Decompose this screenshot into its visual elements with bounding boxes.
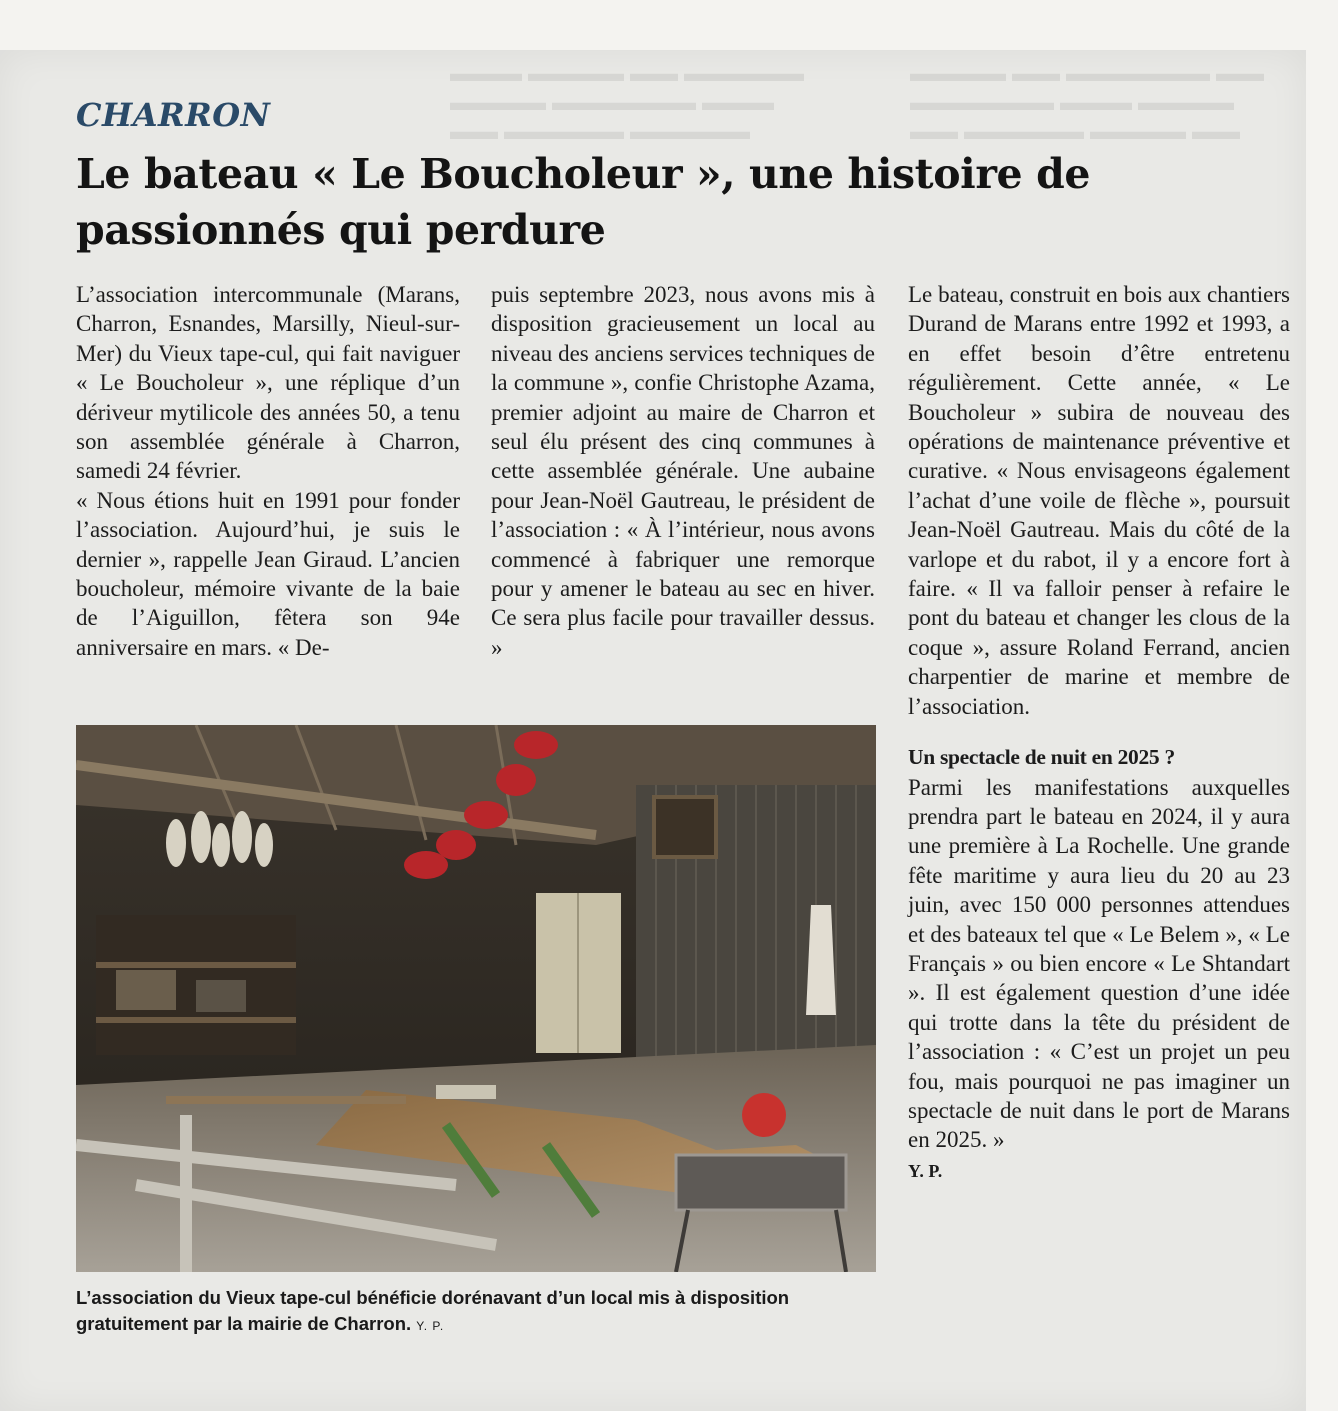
paragraph: puis septembre 2023, nous avons mis à disposition gracieusement un local au niveau des anciens services techniques de la commune », confie Christophe Azama, premier adjoint au maire de Charron et seul élu présent des cinq communes à cette assemblée générale. Une aubaine pour Jean-Noël Gautreau, le président de l’association : « À l’intérieur, nous avons commencé à fabriquer une remorque pour y amener le bateau au sec en hiver. Ce sera plus facile pour travailler dessus. » bbox=[491, 282, 875, 660]
newspaper-clipping bbox=[0, 50, 1306, 1411]
paragraph: Parmi les manifestations auxquelles prendra part le bateau en 2024, il y aura une première à La Rochelle. Une grande fête maritime y aura lieu du 20 au 23 juin, avec 150 000 personnes attendues et des bateaux tel que « Le Belem », « Le Français » ou bien encore « Le Shtandart ». Il est également question d’une idée qui trotte dans la tête du président de l’association : « C’est un projet un peu fou, mais pourquoi ne pas imaginer un spectacle de nuit dans le port de Marans en 2025. » bbox=[908, 774, 1290, 1153]
show-through-texture: ▬▬▬▬ ▬▬ ▬▬▬▬▬▬ ▬▬ ▬▬▬▬▬▬ ▬▬▬ ▬▬▬▬ ▬▬ ▬▬▬▬▬ ▬▬▬▬ ▬▬ bbox=[910, 61, 1264, 145]
article-headline: Le bateau « Le Boucholeur », une histoire de passionnés qui perdure bbox=[76, 150, 1091, 254]
article-column-1 bbox=[76, 280, 460, 662]
caption-text: L’association du Vieux tape-cul bénéficie dorénavant d’un local mis à disposition gratuitement par la mairie de Charron. bbox=[76, 1287, 790, 1334]
photo-credit: Y. P. bbox=[416, 1319, 445, 1333]
workshop-illustration bbox=[76, 725, 876, 1272]
workshop-photo bbox=[76, 725, 876, 1272]
section-rubric: CHARRON bbox=[76, 96, 271, 134]
paragraph: Le bateau, construit en bois aux chantiers Durand de Marans entre 1992 et 1993, a en effet besoin d’être entretenu régulièrement. Cette année, « Le Boucholeur » subira de nouveau des opérations de maintenance préventive et curative. « Nous envisageons également l’achat d’une voile de flèche », poursuit Jean-Noël Gautreau. Mais du côté de la varlope et du rabot, il y a encore fort à faire. « Il va falloir penser à refaire le pont du bateau et changer les clous de la coque », assure Roland Ferrand, ancien charpentier de marine et membre de l’association. bbox=[908, 282, 1290, 719]
paragraph: L’association intercommunale (Marans, Charron, Esnandes, Marsilly, Nieul-sur-Mer) du Vieux tape-cul, qui fait naviguer « Le Boucholeur », une réplique d’un dériveur mytilicole des années 50, a tenu son assemblée générale à Charron, samedi 24 février. bbox=[76, 282, 460, 484]
paragraph: « Nous étions huit en 1991 pour fonder l’association. Aujourd’hui, je suis le dernier », rappelle Jean Giraud. L’ancien boucholeur, mémoire vivante de la baie de l’Aiguillon, fêtera son 94e anniversaire en mars. « De- bbox=[76, 487, 460, 660]
article-column-3 bbox=[908, 280, 1290, 1186]
photo-caption bbox=[76, 1285, 876, 1339]
section-subheading: Un spectacle de nuit en 2025 ? bbox=[908, 745, 1175, 770]
author-signature: Y. P. bbox=[908, 1160, 943, 1181]
article-column-2 bbox=[491, 280, 875, 662]
show-through-texture: ▬▬▬ ▬▬▬▬ ▬▬ ▬▬▬▬▬ ▬▬▬▬ ▬▬▬▬▬▬ ▬▬▬ ▬▬ ▬▬▬▬▬ ▬▬▬▬▬ bbox=[450, 61, 804, 145]
